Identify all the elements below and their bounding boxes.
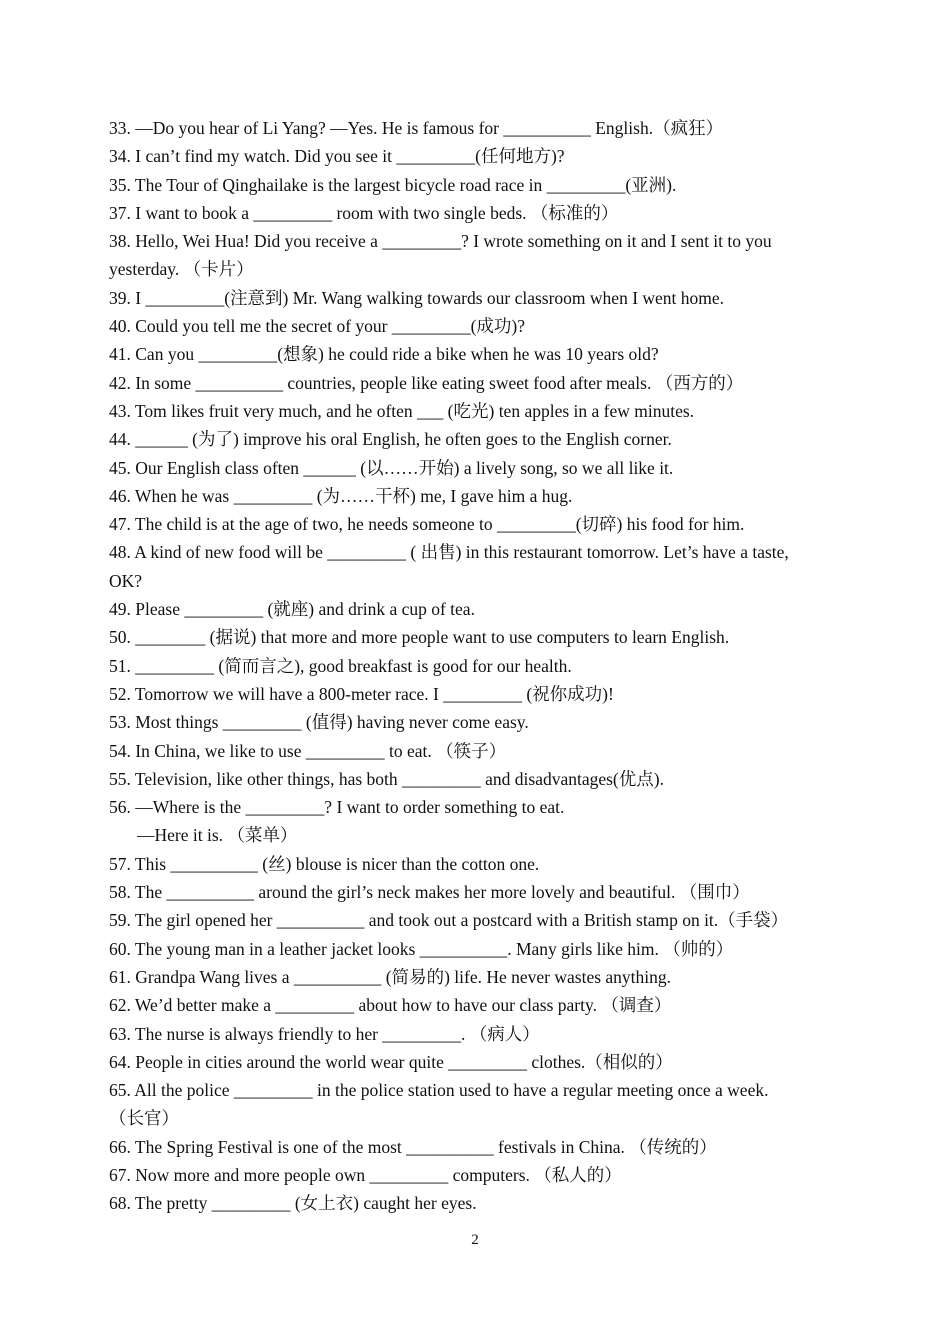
exercise-line: 50. ________ (据说) that more and more people want to use computers to learn English. [109, 627, 730, 648]
exercise-line: 68. The pretty _________ (女上衣) caught her eyes. [109, 1193, 477, 1214]
exercise-line: 38. Hello, Wei Hua! Did you receive a _________? I wrote something on it and I sent it to you [109, 231, 772, 252]
exercise-line: 57. This __________ (丝) blouse is nicer than the cotton one. [109, 853, 540, 874]
page-number: 2 [471, 1232, 479, 1248]
exercise-line: 33. —Do you hear of Li Yang? —Yes. He is famous for __________ English.（疯狂） [109, 118, 724, 138]
exercise-line: 61. Grandpa Wang lives a __________ (简易的) life. He never wastes anything. [109, 966, 672, 987]
exercise-line: 60. The young man in a leather jacket looks __________. Many girls like him. （帅的） [109, 938, 734, 959]
exercise-line: 66. The Spring Festival is one of the most __________ festivals in China. （传统的） [109, 1136, 717, 1157]
exercise-line: 62. We’d better make a _________ about how to have our class party. （调查） [109, 995, 672, 1016]
exercise-line: 52. Tomorrow we will have a 800-meter race. I _________ (祝你成功)! [109, 683, 614, 704]
exercise-line: 44. ______ (为了) improve his oral English, he often goes to the English corner. [109, 429, 672, 450]
exercise-line: 51. _________ (简而言之), good breakfast is good for our health. [109, 655, 572, 676]
exercise-line: 67. Now more and more people own _________ computers. （私人的） [109, 1164, 622, 1185]
exercise-line: 40. Could you tell me the secret of your _________(成功)? [109, 316, 526, 337]
exercise-line: 55. Television, like other things, has both _________ and disadvantages(优点). [109, 768, 664, 789]
exercise-line: 59. The girl opened her __________ and took out a postcard with a British stamp on it.（手袋） [109, 910, 789, 931]
exercise-line-continuation: OK? [109, 570, 143, 591]
exercise-line: 64. People in cities around the world wear quite _________ clothes.（相似的） [109, 1051, 673, 1072]
exercise-line: 37. I want to book a _________ room with two single beds. （标准的） [109, 202, 619, 223]
exercise-line: 47. The child is at the age of two, he needs someone to _________(切碎) his food for him. [109, 514, 745, 535]
exercise-line: 56. —Where is the _________? I want to order something to eat. [109, 797, 565, 818]
exercise-line-continuation: —Here it is. （菜单） [137, 825, 298, 846]
exercise-line: 54. In China, we like to use _________ to eat. （筷子） [109, 740, 507, 761]
exercise-line: 45. Our English class often ______ (以……开始) a lively song, so we all like it. [109, 457, 674, 478]
exercise-line-continuation: （长官） [109, 1108, 179, 1129]
exercise-line: 49. Please _________ (就座) and drink a cup of tea. [109, 599, 475, 620]
exercise-line: 53. Most things _________ (值得) having never come easy. [109, 712, 529, 733]
exercise-line: 41. Can you _________(想象) he could ride a bike when he was 10 years old? [109, 344, 659, 365]
exercise-line: 65. All the police _________ in the police station used to have a regular meeting once a week. [109, 1080, 769, 1101]
exercise-line: 63. The nurse is always friendly to her _________. （病人） [109, 1023, 540, 1044]
exercise-line: 58. The __________ around the girl’s neck makes her more lovely and beautiful. （围巾） [109, 882, 750, 903]
exercise-line-continuation: yesterday. （卡片） [109, 259, 254, 280]
exercise-line: 43. Tom likes fruit very much, and he often ___ (吃光) ten apples in a few minutes. [109, 400, 695, 421]
exercise-line: 35. The Tour of Qinghailake is the largest bicycle road race in _________(亚洲). [109, 174, 677, 195]
exercise-line: 46. When he was _________ (为……干杯) me, I gave him a hug. [109, 485, 573, 506]
exercise-list [109, 114, 849, 1218]
exercise-line: 39. I _________(注意到) Mr. Wang walking towards our classroom when I went home. [109, 287, 725, 308]
exercise-line: 42. In some __________ countries, people like eating sweet food after meals. （西方的） [109, 372, 744, 393]
exercise-line: 34. I can’t find my watch. Did you see it _________(任何地方)? [109, 146, 565, 167]
exercise-line: 48. A kind of new food will be _________ ( 出售) in this restaurant tomorrow. Let’s have a taste, [109, 542, 789, 563]
